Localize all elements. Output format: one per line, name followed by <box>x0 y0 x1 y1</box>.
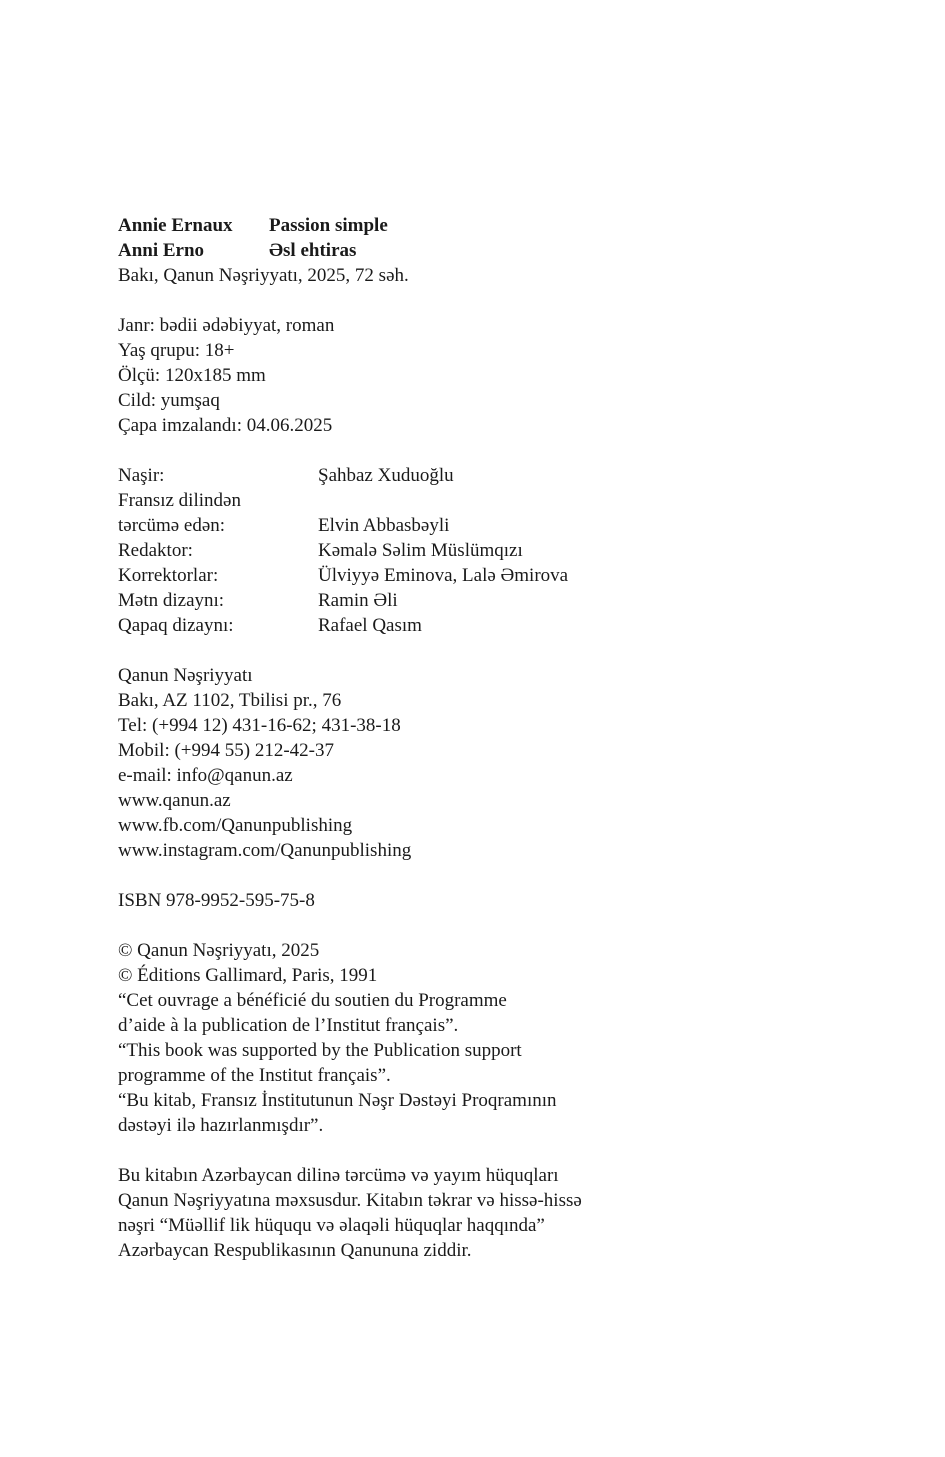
copyright-line: © Éditions Gallimard, Paris, 1991 <box>118 965 378 986</box>
support-note-line: programme of the Institut français”. <box>118 1065 391 1086</box>
credit-person: Ramin Əli <box>318 590 398 611</box>
spec-size: Ölçü: 120x185 mm <box>118 365 266 386</box>
publisher-address: Bakı, AZ 1102, Tbilisi pr., 76 <box>118 690 342 711</box>
publisher-website: www.qanun.az <box>118 790 231 811</box>
publisher-name: Qanun Nəşriyyatı <box>118 665 253 686</box>
copyright-page <box>118 213 818 1288</box>
author-translated: Anni Erno <box>118 240 205 261</box>
isbn-block <box>118 888 818 913</box>
publisher-mobile: Mobil: (+994 55) 212-42-37 <box>118 740 335 761</box>
credit-role: Qapaq dizaynı: <box>118 615 234 636</box>
credit-role: Korrektorlar: <box>118 565 219 586</box>
specs-block <box>118 313 818 438</box>
spec-print-date: Çapa imzalandı: 04.06.2025 <box>118 415 333 436</box>
publisher-facebook: www.fb.com/Qanunpublishing <box>118 815 353 836</box>
credit-role: Fransız dilindən <box>118 490 241 511</box>
credits-block <box>118 463 818 638</box>
credit-row <box>118 538 818 563</box>
support-note-line: “This book was supported by the Publication support <box>118 1040 522 1061</box>
author-original: Annie Ernaux <box>118 215 233 236</box>
credit-person: Şahbaz Xuduoğlu <box>318 465 454 486</box>
publisher-phone: Tel: (+994 12) 431-16-62; 431-38-18 <box>118 715 401 736</box>
credit-row <box>118 463 818 488</box>
publisher-instagram: www.instagram.com/Qanunpublishing <box>118 840 412 861</box>
credit-person: Elvin Abbasbəyli <box>318 515 450 536</box>
spec-age-group: Yaş qrupu: 18+ <box>118 340 235 361</box>
rights-line: Qanun Nəşriyyatına məxsusdur. Kitabın təkrar və hissə-hissə <box>118 1190 582 1211</box>
credit-row <box>118 513 818 538</box>
publisher-email: e-mail: info@qanun.az <box>118 765 293 786</box>
credit-row <box>118 488 818 513</box>
credit-person: Kəmalə Səlim Müslümqızı <box>318 540 523 561</box>
credit-role: Mətn dizaynı: <box>118 590 225 611</box>
copyright-line: © Qanun Nəşriyyatı, 2025 <box>118 940 320 961</box>
support-note-line: “Bu kitab, Fransız İnstitutunun Nəşr Dəstəyi Proqramının <box>118 1090 557 1111</box>
imprint-line: Bakı, Qanun Nəşriyyatı, 2025, 72 səh. <box>118 265 409 286</box>
original-title-row <box>118 213 818 238</box>
support-note-line: dəstəyi ilə hazırlanmışdır”. <box>118 1115 324 1136</box>
credit-row <box>118 563 818 588</box>
title-translated: Əsl ehtiras <box>269 240 357 261</box>
rights-line: nəşri “Müəllif lik hüququ və əlaqəli hüquqlar haqqında” <box>118 1215 545 1236</box>
title-block <box>118 213 818 288</box>
credit-row <box>118 588 818 613</box>
credit-person: Ülviyyə Eminova, Lalə Əmirova <box>318 565 569 586</box>
credit-person: Rafael Qasım <box>318 615 422 636</box>
credit-role: Redaktor: <box>118 540 193 561</box>
support-note-line: “Cet ouvrage a bénéficié du soutien du Programme <box>118 990 507 1011</box>
isbn: ISBN 978-9952-595-75-8 <box>118 890 315 911</box>
credit-role: tərcümə edən: <box>118 515 226 536</box>
rights-line: Bu kitabın Azərbaycan dilinə tərcümə və yayım hüquqları <box>118 1165 559 1186</box>
credit-row <box>118 613 818 638</box>
support-note-line: d’aide à la publication de l’Institut français”. <box>118 1015 459 1036</box>
rights-block <box>118 1163 818 1263</box>
title-original: Passion simple <box>269 215 388 236</box>
copyright-block <box>118 938 818 1138</box>
spec-genre: Janr: bədii ədəbiyyat, roman <box>118 315 335 336</box>
credit-role: Naşir: <box>118 465 165 486</box>
rights-line: Azərbaycan Respublikasının Qanununa ziddir. <box>118 1240 472 1261</box>
contacts-block <box>118 663 818 863</box>
spec-binding: Cild: yumşaq <box>118 390 220 411</box>
translated-title-row <box>118 238 818 263</box>
